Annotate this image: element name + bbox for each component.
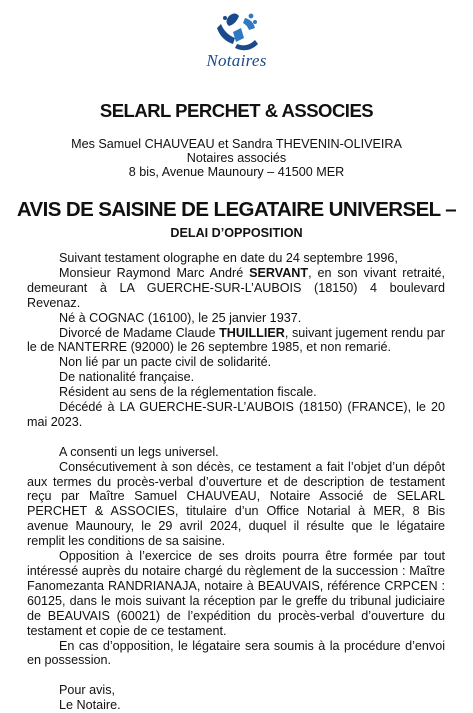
signature: Le Notaire. — [59, 698, 121, 713]
text-span: Divorcé de Madame Claude — [59, 325, 220, 340]
paragraph: Non lié par un pacte civil de solidarité. — [59, 355, 272, 370]
paragraph: De nationalité française. — [59, 370, 195, 385]
firm-name: SELARL PERCHET & ASSOCIES — [99, 100, 374, 121]
paragraph: En cas d’opposition, le légataire sera soumis à la procédure d’envoi en possession. — [27, 638, 445, 668]
paragraph: Résident au sens de la réglementation fiscale. — [59, 385, 317, 400]
firm-notaries: Mes Samuel CHAUVEAU et Sandra THEVENIN-OLIVEIRA — [71, 137, 402, 151]
logo-wordmark: Notaires — [206, 51, 267, 70]
notice-subtitle: DELAI D’OPPOSITION — [170, 226, 303, 240]
paragraph: Suivant testament olographe en date du 24 septembre 1996, — [59, 251, 398, 265]
ex-spouse-surname: THUILLIER — [219, 325, 285, 340]
spacer — [27, 430, 445, 445]
firm-address: 8 bis, Avenue Maunoury – 41500 MER — [128, 165, 345, 179]
text-span: Monsieur Raymond Marc André — [59, 265, 250, 280]
spacer — [27, 668, 445, 683]
firm-role: Notaires associés — [186, 151, 287, 165]
text-span: , suivant jugement rendu par le de NANTERRE (92000) le 26 septembre 1985, et non remarié. — [27, 325, 445, 355]
paragraph: Né à COGNAC (16100), le 25 janvier 1937. — [59, 310, 302, 325]
deceased-surname: SERVANT — [249, 265, 309, 280]
notaires-emblem-icon — [207, 10, 267, 54]
paragraph: A consenti un legs universel. — [59, 444, 219, 459]
closing: Pour avis, — [59, 683, 115, 698]
paragraph: Consécutivement à son décès, ce testament a fait l’objet d’un dépôt aux termes du procès-verbal d’ouverture et de description de testament reçu par Maître Samuel CHAUVEAU, Notaire Associé de SELARL PERCHET & ASSOCIES, titulaire d’un Office Notarial à MER, 8 Bis avenue Maunoury, le 29 avril 2024, duquel il résulte que le légataire remplit les conditions de sa saisine. — [27, 459, 445, 549]
notaires-logo — [0, 8, 473, 72]
paragraph — [27, 266, 445, 311]
paragraph — [27, 326, 445, 356]
paragraph: Décédé à LA GUERCHE-SUR-L’AUBOIS (18150) (FRANCE), le 20 mai 2023. — [27, 400, 445, 429]
notice-title: AVIS DE SAISINE DE LEGATAIRE UNIVERSEL – — [16, 198, 457, 221]
text-span: , en son vivant retraité, demeurant à LA GUERCHE-SUR-L’AUBOIS (18150) 4 boulevard Revenaz. — [27, 265, 445, 310]
notice-body — [27, 251, 445, 713]
paragraph: Opposition à l’exercice de ses droits pourra être formée par tout intéressé auprès du notaire chargé du règlement de la succession : Maître Fanomezanta RANDRIANAJA, notaire à BEAUVAIS, référence CRPCEN : 60125, dans le mois suivant la réception par le greffe du tribunal judiciaire de BEAUVAIS (60021) de l’expédition du procès-verbal d’ouverture du testament et copie de ce testament. — [27, 549, 445, 638]
